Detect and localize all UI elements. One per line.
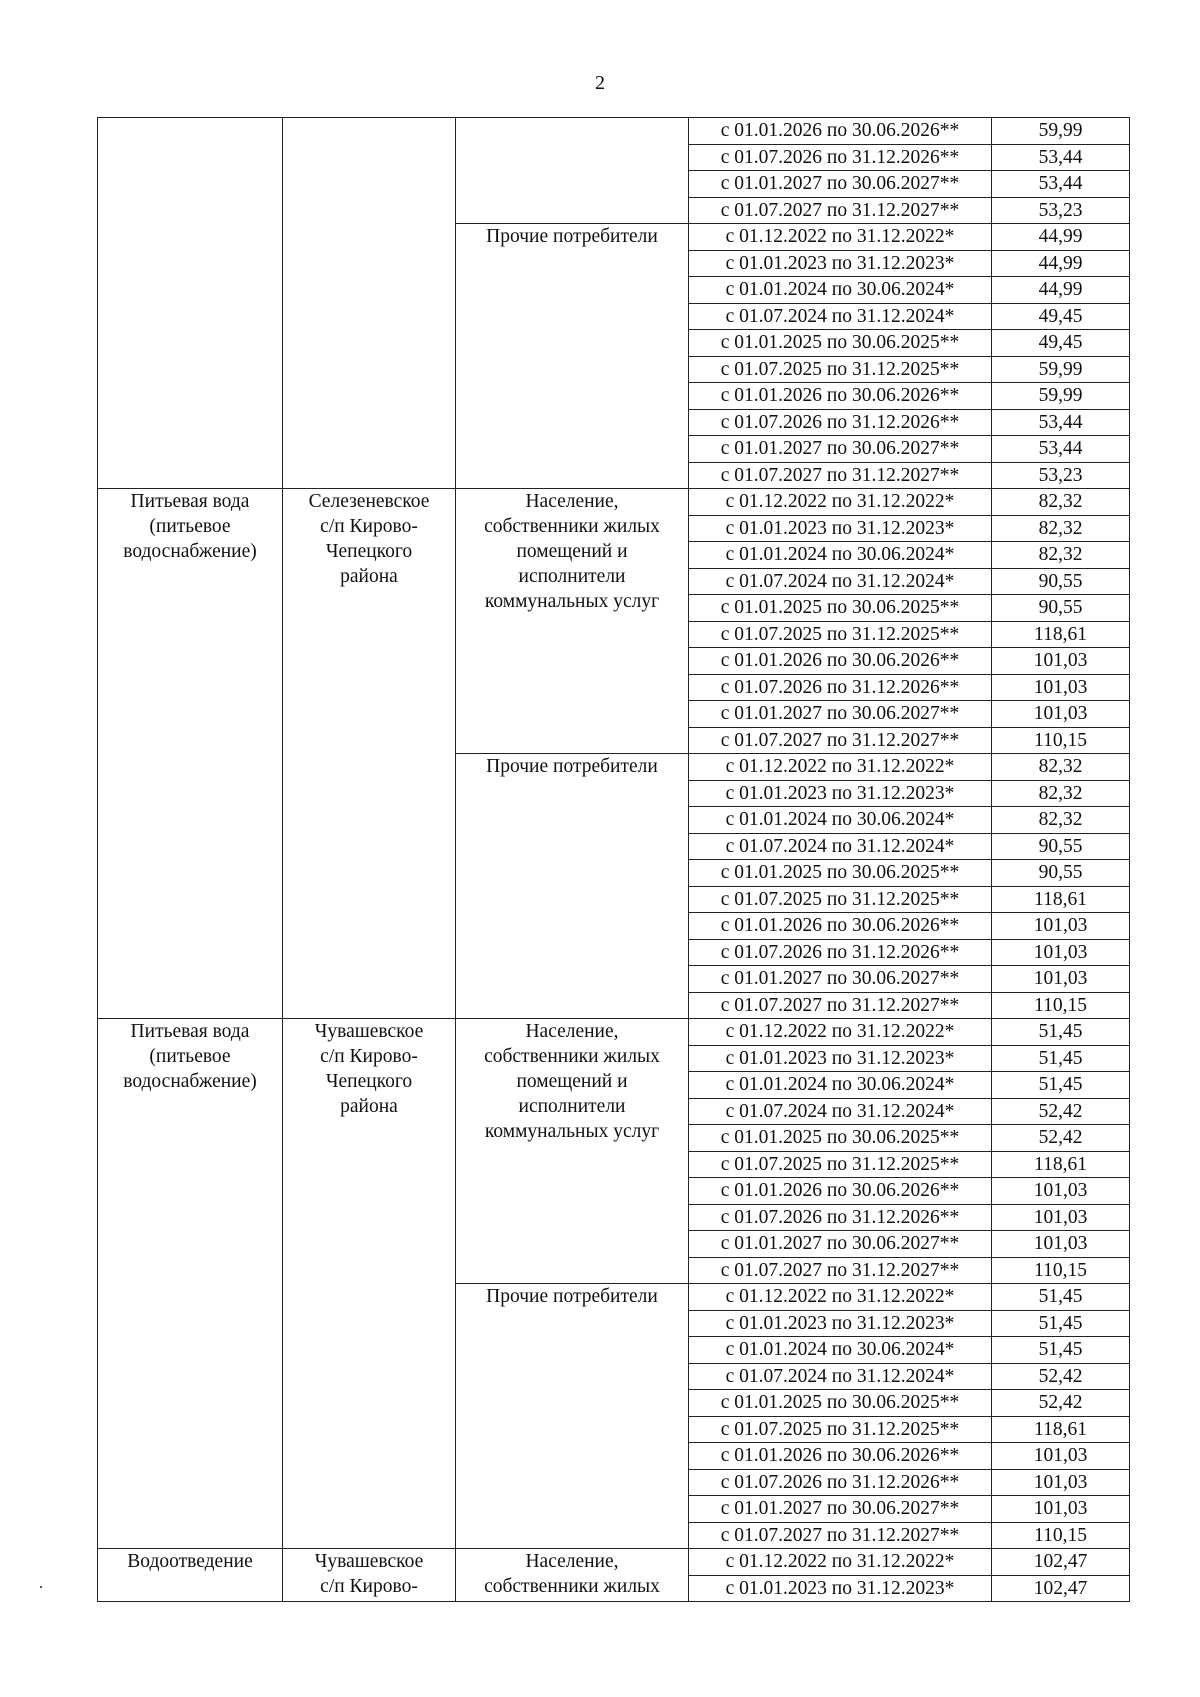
page-number: 2 bbox=[595, 72, 605, 94]
period-cell: с 01.12.2022 по 31.12.2022* bbox=[689, 224, 992, 251]
tariff-value-cell: 53,44 bbox=[992, 144, 1130, 171]
territory-cell bbox=[283, 489, 456, 1019]
consumer-cell-line: собственники жилых bbox=[484, 516, 660, 537]
tariff-value-cell: 51,45 bbox=[992, 1019, 1130, 1046]
consumer-cell bbox=[456, 1284, 689, 1549]
territory-cell-line: Селезеневское bbox=[308, 491, 430, 512]
resource-cell-line: (питьевое bbox=[149, 516, 231, 537]
tariff-value-cell: 90,55 bbox=[992, 568, 1130, 595]
tariff-value-cell: 52,42 bbox=[992, 1390, 1130, 1417]
period-cell: с 01.12.2022 по 31.12.2022* bbox=[689, 489, 992, 516]
territory-cell bbox=[283, 1549, 456, 1602]
tariff-value-cell: 101,03 bbox=[992, 913, 1130, 940]
period-cell: с 01.07.2027 по 31.12.2027** bbox=[689, 727, 992, 754]
territory-cell-line: с/п Кирово- bbox=[320, 1046, 418, 1067]
territory-cell-line: района bbox=[340, 566, 398, 587]
period-cell: с 01.01.2026 по 30.06.2026** bbox=[689, 1178, 992, 1205]
table-row bbox=[98, 118, 1130, 145]
tariff-value-cell: 118,61 bbox=[992, 621, 1130, 648]
period-cell: с 01.07.2024 по 31.12.2024* bbox=[689, 1363, 992, 1390]
tariff-value-cell: 101,03 bbox=[992, 1231, 1130, 1258]
period-cell: с 01.01.2026 по 30.06.2026** bbox=[689, 118, 992, 145]
tariff-value-cell: 110,15 bbox=[992, 992, 1130, 1019]
period-cell: с 01.01.2023 по 31.12.2023* bbox=[689, 250, 992, 277]
tariff-value-cell: 101,03 bbox=[992, 966, 1130, 993]
period-cell: с 01.12.2022 по 31.12.2022* bbox=[689, 1284, 992, 1311]
period-cell: с 01.07.2026 по 31.12.2026** bbox=[689, 1204, 992, 1231]
period-cell: с 01.01.2027 по 30.06.2027** bbox=[689, 436, 992, 463]
period-cell: с 01.07.2027 по 31.12.2027** bbox=[689, 197, 992, 224]
tariff-value-cell: 110,15 bbox=[992, 1257, 1130, 1284]
period-cell: с 01.01.2023 по 31.12.2023* bbox=[689, 1045, 992, 1072]
tariff-value-cell: 51,45 bbox=[992, 1284, 1130, 1311]
table-row bbox=[98, 1019, 1130, 1046]
consumer-cell-line: помещений и bbox=[516, 541, 628, 562]
resource-cell-line: Питьевая вода bbox=[130, 491, 250, 512]
tariff-value-cell: 118,61 bbox=[992, 1151, 1130, 1178]
territory-cell-line: Чепецкого bbox=[325, 541, 413, 562]
tariff-value-cell: 51,45 bbox=[992, 1072, 1130, 1099]
tariff-value-cell: 101,03 bbox=[992, 648, 1130, 675]
period-cell: с 01.07.2026 по 31.12.2026** bbox=[689, 674, 992, 701]
period-cell: с 01.01.2023 по 31.12.2023* bbox=[689, 780, 992, 807]
resource-cell bbox=[98, 118, 283, 489]
period-cell: с 01.07.2025 по 31.12.2025** bbox=[689, 356, 992, 383]
tariff-value-cell: 118,61 bbox=[992, 1416, 1130, 1443]
period-cell: с 01.01.2024 по 30.06.2024* bbox=[689, 807, 992, 834]
tariff-value-cell: 82,32 bbox=[992, 754, 1130, 781]
territory-cell bbox=[283, 1019, 456, 1549]
period-cell: с 01.07.2025 по 31.12.2025** bbox=[689, 1416, 992, 1443]
period-cell: с 01.01.2024 по 30.06.2024* bbox=[689, 1072, 992, 1099]
tariff-value-cell: 102,47 bbox=[992, 1549, 1130, 1576]
tariff-value-cell: 101,03 bbox=[992, 1443, 1130, 1470]
period-cell: с 01.07.2026 по 31.12.2026** bbox=[689, 409, 992, 436]
tariff-value-cell: 51,45 bbox=[992, 1045, 1130, 1072]
tariff-table-body bbox=[98, 118, 1130, 1602]
period-cell: с 01.01.2026 по 30.06.2026** bbox=[689, 1443, 992, 1470]
consumer-cell bbox=[456, 489, 689, 754]
period-cell: с 01.07.2027 по 31.12.2027** bbox=[689, 992, 992, 1019]
period-cell: с 01.01.2027 по 30.06.2027** bbox=[689, 171, 992, 198]
period-cell: с 01.07.2026 по 31.12.2026** bbox=[689, 939, 992, 966]
period-cell: с 01.07.2025 по 31.12.2025** bbox=[689, 621, 992, 648]
period-cell: с 01.01.2025 по 30.06.2025** bbox=[689, 1390, 992, 1417]
resource-cell bbox=[98, 1019, 283, 1549]
consumer-cell-line: собственники жилых bbox=[484, 1046, 660, 1067]
consumer-cell bbox=[456, 1019, 689, 1284]
tariff-value-cell: 52,42 bbox=[992, 1098, 1130, 1125]
tariff-value-cell: 82,32 bbox=[992, 515, 1130, 542]
tariff-value-cell: 82,32 bbox=[992, 780, 1130, 807]
tariff-value-cell: 101,03 bbox=[992, 701, 1130, 728]
tariff-value-cell: 101,03 bbox=[992, 674, 1130, 701]
tariff-value-cell: 101,03 bbox=[992, 1204, 1130, 1231]
tariff-value-cell: 53,44 bbox=[992, 171, 1130, 198]
tariff-value-cell: 110,15 bbox=[992, 1522, 1130, 1549]
period-cell: с 01.07.2024 по 31.12.2024* bbox=[689, 833, 992, 860]
tariff-value-cell: 52,42 bbox=[992, 1363, 1130, 1390]
tariff-value-cell: 90,55 bbox=[992, 860, 1130, 887]
tariff-value-cell: 118,61 bbox=[992, 886, 1130, 913]
tariff-value-cell: 49,45 bbox=[992, 330, 1130, 357]
tariff-value-cell: 52,42 bbox=[992, 1125, 1130, 1152]
tariff-value-cell: 53,44 bbox=[992, 436, 1130, 463]
tariff-value-cell: 82,32 bbox=[992, 542, 1130, 569]
consumer-cell-line: собственники жилых bbox=[484, 1576, 660, 1597]
territory-cell-line: с/п Кирово- bbox=[320, 1576, 418, 1597]
tariff-value-cell: 44,99 bbox=[992, 277, 1130, 304]
period-cell: с 01.07.2027 по 31.12.2027** bbox=[689, 1522, 992, 1549]
resource-cell-line: водоснабжение) bbox=[123, 541, 257, 562]
period-cell: с 01.12.2022 по 31.12.2022* bbox=[689, 1549, 992, 1576]
consumer-cell bbox=[456, 224, 689, 489]
tariff-value-cell: 110,15 bbox=[992, 727, 1130, 754]
period-cell: с 01.01.2026 по 30.06.2026** bbox=[689, 648, 992, 675]
period-cell: с 01.07.2024 по 31.12.2024* bbox=[689, 303, 992, 330]
consumer-cell-line: помещений и bbox=[516, 1071, 628, 1092]
tariff-value-cell: 102,47 bbox=[992, 1575, 1130, 1602]
period-cell: с 01.01.2023 по 31.12.2023* bbox=[689, 515, 992, 542]
period-cell: с 01.01.2024 по 30.06.2024* bbox=[689, 1337, 992, 1364]
tariff-value-cell: 44,99 bbox=[992, 224, 1130, 251]
period-cell: с 01.01.2026 по 30.06.2026** bbox=[689, 913, 992, 940]
period-cell: с 01.01.2024 по 30.06.2024* bbox=[689, 542, 992, 569]
territory-cell-line: с/п Кирово- bbox=[320, 516, 418, 537]
territory-cell-line: района bbox=[340, 1096, 398, 1117]
period-cell: с 01.01.2025 по 30.06.2025** bbox=[689, 595, 992, 622]
tariff-table bbox=[97, 117, 1130, 1602]
tariff-value-cell: 101,03 bbox=[992, 939, 1130, 966]
period-cell: с 01.01.2027 по 30.06.2027** bbox=[689, 1496, 992, 1523]
consumer-cell-line: коммунальных услуг bbox=[484, 1121, 660, 1142]
consumer-cell-line: Население, bbox=[525, 491, 619, 512]
tariff-value-cell: 90,55 bbox=[992, 595, 1130, 622]
period-cell: с 01.01.2024 по 30.06.2024* bbox=[689, 277, 992, 304]
consumer-cell-line: Прочие потребители bbox=[486, 226, 658, 247]
tariff-value-cell: 53,23 bbox=[992, 197, 1130, 224]
resource-cell bbox=[98, 489, 283, 1019]
period-cell: с 01.07.2027 по 31.12.2027** bbox=[689, 1257, 992, 1284]
territory-cell-line: Чепецкого bbox=[325, 1071, 413, 1092]
tariff-value-cell: 101,03 bbox=[992, 1469, 1130, 1496]
consumer-cell-line: коммунальных услуг bbox=[484, 591, 660, 612]
period-cell: с 01.12.2022 по 31.12.2022* bbox=[689, 754, 992, 781]
consumer-cell-line: Прочие потребители bbox=[486, 756, 658, 777]
tariff-value-cell: 101,03 bbox=[992, 1496, 1130, 1523]
table-row bbox=[98, 1549, 1130, 1576]
tariff-value-cell: 53,44 bbox=[992, 409, 1130, 436]
period-cell: с 01.01.2025 по 30.06.2025** bbox=[689, 1125, 992, 1152]
period-cell: с 01.01.2027 по 30.06.2027** bbox=[689, 701, 992, 728]
territory-cell bbox=[283, 118, 456, 489]
tariff-value-cell: 59,99 bbox=[992, 383, 1130, 410]
consumer-cell-line: Население, bbox=[525, 1021, 619, 1042]
period-cell: с 01.01.2026 по 30.06.2026** bbox=[689, 383, 992, 410]
period-cell: с 01.12.2022 по 31.12.2022* bbox=[689, 1019, 992, 1046]
scan-speck bbox=[40, 1586, 42, 1588]
tariff-value-cell: 59,99 bbox=[992, 118, 1130, 145]
period-cell: с 01.01.2023 по 31.12.2023* bbox=[689, 1575, 992, 1602]
period-cell: с 01.01.2027 по 30.06.2027** bbox=[689, 1231, 992, 1258]
territory-cell-line: Чувашевское bbox=[314, 1551, 424, 1572]
tariff-value-cell: 44,99 bbox=[992, 250, 1130, 277]
consumer-cell bbox=[456, 754, 689, 1019]
tariff-value-cell: 51,45 bbox=[992, 1337, 1130, 1364]
tariff-value-cell: 49,45 bbox=[992, 303, 1130, 330]
period-cell: с 01.07.2026 по 31.12.2026** bbox=[689, 1469, 992, 1496]
resource-cell-line: Питьевая вода bbox=[130, 1021, 250, 1042]
tariff-value-cell: 59,99 bbox=[992, 356, 1130, 383]
period-cell: с 01.01.2025 по 30.06.2025** bbox=[689, 330, 992, 357]
tariff-value-cell: 90,55 bbox=[992, 833, 1130, 860]
period-cell: с 01.07.2024 по 31.12.2024* bbox=[689, 568, 992, 595]
tariff-value-cell: 82,32 bbox=[992, 807, 1130, 834]
table-row bbox=[98, 489, 1130, 516]
consumer-cell-line: Население, bbox=[525, 1551, 619, 1572]
period-cell: с 01.07.2027 по 31.12.2027** bbox=[689, 462, 992, 489]
consumer-cell bbox=[456, 1549, 689, 1602]
resource-cell-line: (питьевое bbox=[149, 1046, 231, 1067]
consumer-cell-line: исполнители bbox=[518, 566, 626, 587]
consumer-cell bbox=[456, 118, 689, 224]
tariff-value-cell: 51,45 bbox=[992, 1310, 1130, 1337]
period-cell: с 01.07.2026 по 31.12.2026** bbox=[689, 144, 992, 171]
period-cell: с 01.07.2025 по 31.12.2025** bbox=[689, 886, 992, 913]
territory-cell-line: Чувашевское bbox=[314, 1021, 424, 1042]
period-cell: с 01.07.2024 по 31.12.2024* bbox=[689, 1098, 992, 1125]
resource-cell bbox=[98, 1549, 283, 1602]
period-cell: с 01.01.2023 по 31.12.2023* bbox=[689, 1310, 992, 1337]
consumer-cell-line: исполнители bbox=[518, 1096, 626, 1117]
period-cell: с 01.07.2025 по 31.12.2025** bbox=[689, 1151, 992, 1178]
tariff-value-cell: 82,32 bbox=[992, 489, 1130, 516]
consumer-cell-line: Прочие потребители bbox=[486, 1286, 658, 1307]
period-cell: с 01.01.2025 по 30.06.2025** bbox=[689, 860, 992, 887]
tariff-value-cell: 101,03 bbox=[992, 1178, 1130, 1205]
resource-cell-line: водоснабжение) bbox=[123, 1071, 257, 1092]
period-cell: с 01.01.2027 по 30.06.2027** bbox=[689, 966, 992, 993]
tariff-value-cell: 53,23 bbox=[992, 462, 1130, 489]
resource-cell-line: Водоотведение bbox=[127, 1551, 253, 1572]
